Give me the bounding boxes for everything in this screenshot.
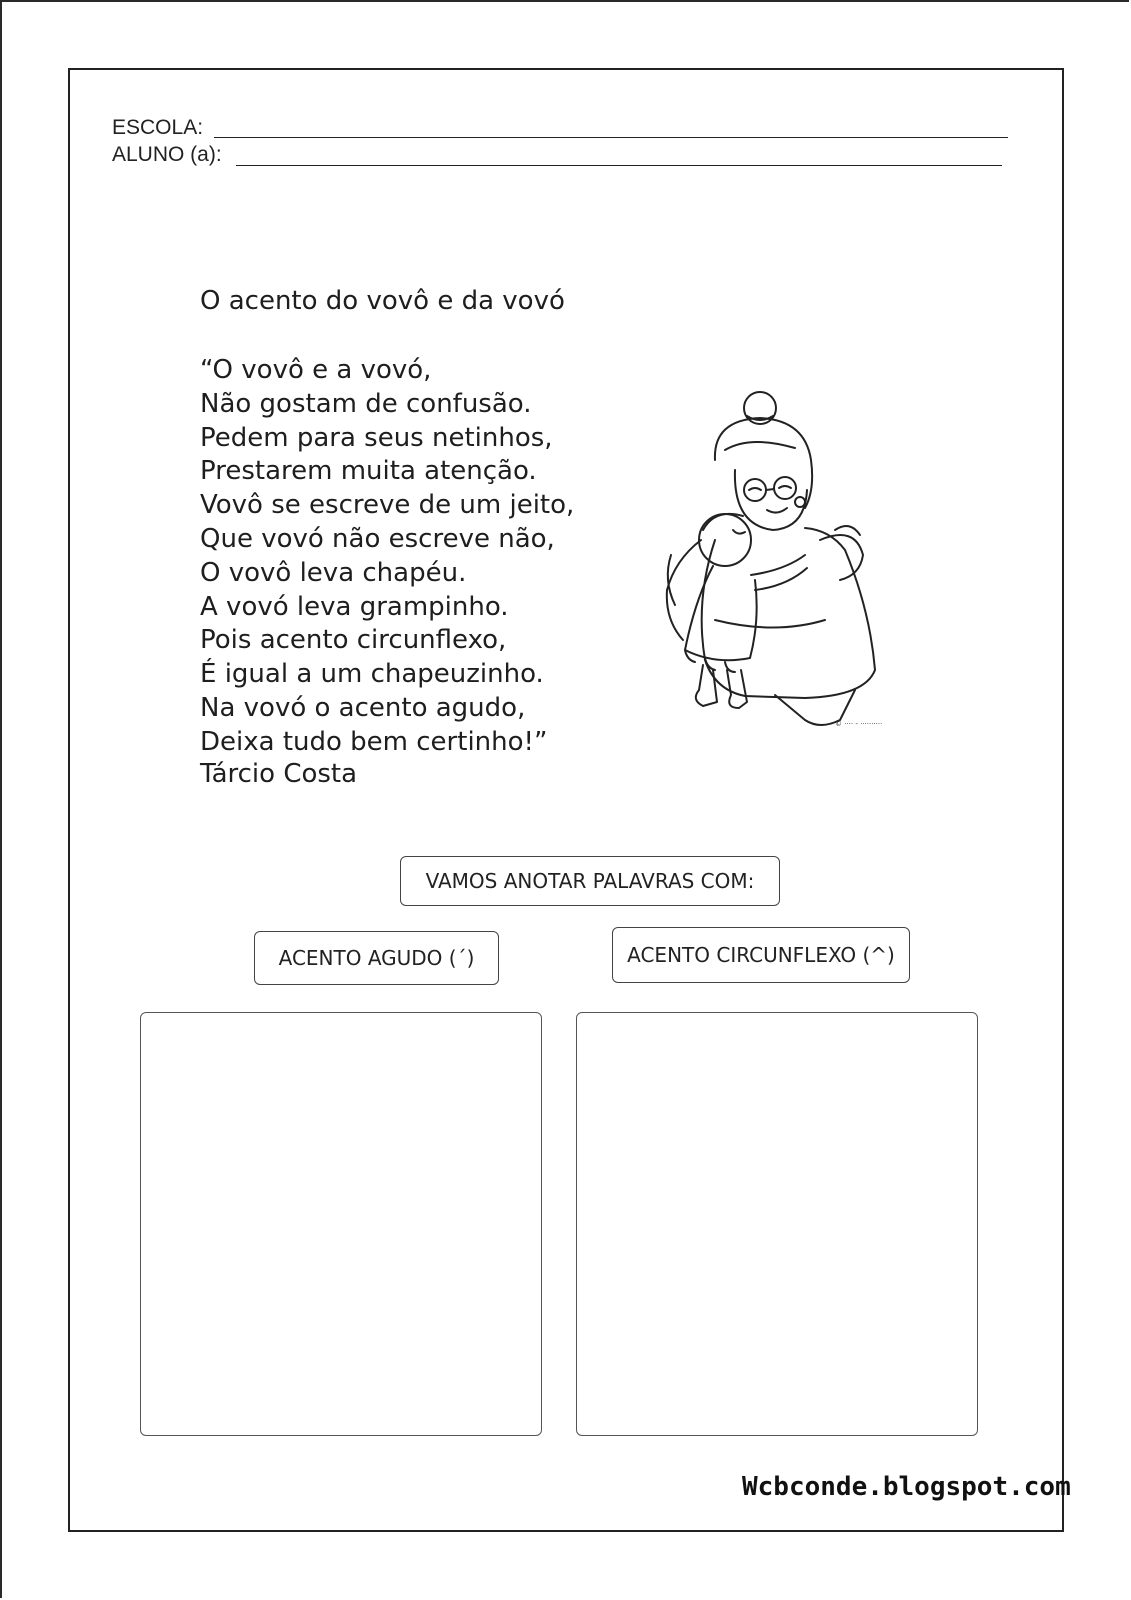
poem-line: Prestarem muita atenção. bbox=[200, 456, 537, 487]
poem-author: Tárcio Costa bbox=[200, 759, 358, 789]
circunflexo-heading-box: ACENTO CIRCUNFLEXO (^) bbox=[612, 927, 910, 983]
svg-text:© ···· - ··········: © ···· - ·········· bbox=[835, 720, 883, 728]
poem-line: Vovô se escreve de um jeito, bbox=[200, 490, 575, 521]
poem-line: “O vovô e a vovó, bbox=[200, 355, 432, 385]
student-field-line[interactable] bbox=[236, 165, 1002, 166]
school-label: ESCOLA: bbox=[112, 116, 204, 139]
site-watermark: Wcbconde.blogspot.com bbox=[742, 1472, 1071, 1502]
poem-line: Não gostam de confusão. bbox=[200, 388, 532, 419]
school-field-line[interactable] bbox=[214, 137, 1008, 138]
poem-line: Deixa tudo bem certinho!” bbox=[200, 726, 548, 757]
student-label: ALUNO (a): bbox=[112, 143, 222, 166]
poem-line: O vovô leva chapéu. bbox=[200, 557, 467, 588]
grandmother-hugging-child-icon bbox=[655, 390, 945, 740]
poem-body bbox=[200, 354, 574, 760]
poem-line: A vovó leva grampinho. bbox=[200, 591, 509, 622]
poem-line: Na vovó o acento agudo, bbox=[200, 692, 526, 723]
instruction-box: VAMOS ANOTAR PALAVRAS COM: bbox=[400, 856, 780, 906]
circunflexo-answer-box[interactable] bbox=[576, 1012, 978, 1436]
poem-line: Pois acento circunflexo, bbox=[200, 625, 507, 656]
agudo-answer-box[interactable] bbox=[140, 1012, 542, 1436]
poem-line: Pedem para seus netinhos, bbox=[200, 422, 553, 453]
poem-title: O acento do vovô e da vovó bbox=[200, 286, 565, 316]
agudo-heading-box: ACENTO AGUDO (´) bbox=[254, 931, 499, 985]
poem-line: Que vovó não escreve não, bbox=[200, 523, 555, 554]
poem-line: É igual a um chapeuzinho. bbox=[200, 659, 544, 690]
